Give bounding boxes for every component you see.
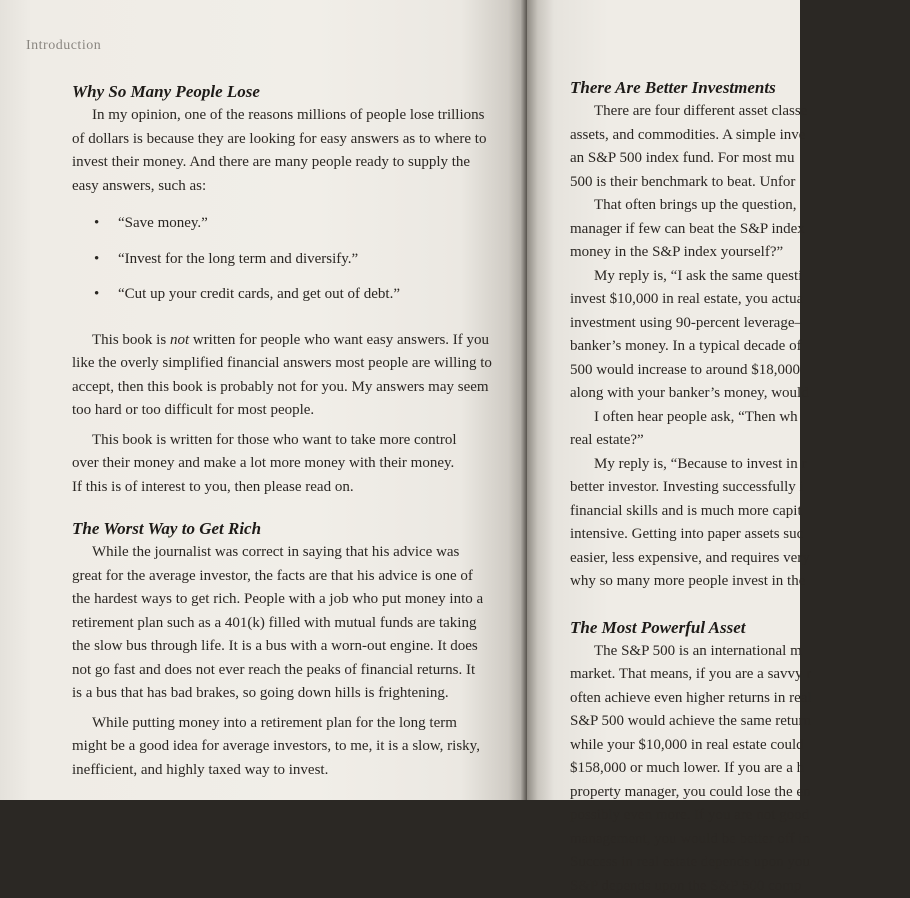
text-line: There are four different asset classe [570, 100, 910, 124]
bullet-item [0, 283, 524, 307]
text-line: invest their money. And there are many people ready to supply the [0, 151, 524, 175]
bullet-text: “Save money.” [118, 215, 208, 231]
emphasis-not: not [170, 332, 189, 348]
text-line: real estate?” [570, 429, 910, 453]
text-line: financial skills and is much more capit [570, 500, 910, 524]
text-line: easy answers, such as: [0, 175, 524, 199]
text-line: better investor. Investing successfully i [570, 476, 910, 500]
text-line: The S&P 500 is an international m [570, 640, 910, 664]
bullet-text: “Cut up your credit cards, and get out of debt.” [118, 286, 400, 302]
paragraph [570, 194, 910, 265]
text-line: money in the S&P index yourself?” [570, 241, 910, 265]
text-line: While the journalist was correct in saying that his advice was [0, 541, 524, 565]
section-heading-worst-way-to-get-rich: The Worst Way to Get Rich [0, 517, 524, 541]
paragraph [570, 640, 910, 898]
left-page-body [0, 80, 524, 782]
text-line: not go fast and does not ever reach the peaks of financial returns. It [0, 659, 524, 683]
paragraph [570, 453, 910, 594]
bullet-list [0, 212, 524, 307]
paragraph [570, 265, 910, 406]
text-line: Success in real estate depends upon you [570, 851, 910, 875]
text-line: often achieve even higher returns in real [570, 687, 910, 711]
text-line: an S&P 500 index fund. For most mu [570, 147, 910, 171]
bullet-icon: • [94, 248, 99, 272]
text-line: along with your banker’s money, would [570, 382, 910, 406]
text-line: inefficient, and highly taxed way to invest. [0, 759, 524, 783]
text-line: S&P 500 would achieve the same return [570, 710, 910, 734]
text-line: While putting money into a retirement plan for the long term [0, 712, 524, 736]
paragraph [570, 100, 910, 194]
text-line: My reply is, “I ask the same questi [570, 265, 910, 289]
text-line: In my opinion, one of the reasons millions of people lose trillions [0, 104, 524, 128]
text-line: is a bus that has bad brakes, so going down hills is frightening. [0, 682, 524, 706]
text-line: over their money and make a lot more money with their money. [0, 452, 524, 476]
text-line: the slow bus through life. It is a bus with a worn-out engine. It does [0, 635, 524, 659]
text-line: banker’s money. In a typical decade of [570, 335, 910, 359]
text-line: assets, and commodities. A simple inve [570, 124, 910, 148]
text-line: manager if few can beat the S&P index [570, 218, 910, 242]
section-heading-most-powerful-asset: The Most Powerful Asset [570, 616, 910, 640]
text-line: invest $10,000 in real estate, you actua [570, 288, 910, 312]
paragraph [0, 429, 524, 500]
section-heading-better-investments: There Are Better Investments [570, 76, 910, 100]
text-line: If this is of interest to you, then please read on. [0, 476, 524, 500]
text-line: while your $10,000 in real estate could [570, 734, 910, 758]
bullet-icon: • [94, 212, 99, 236]
bullet-item [0, 248, 524, 272]
text-line: investment using 90-percent leverage– [570, 312, 910, 336]
running-head: Introduction [26, 38, 101, 54]
section-heading-why-so-many-people-lose: Why So Many People Lose [0, 80, 524, 104]
text-line: My reply is, “Because to invest in r [570, 453, 910, 477]
text-line: easier, less expensive, and requires very [570, 547, 910, 571]
text-line: This book is written for those who want to take more control [0, 429, 524, 453]
paragraph [570, 406, 910, 453]
paragraph [0, 104, 524, 198]
text-line: of dollars is because they are looking for easy answers as to where to [0, 128, 524, 152]
bullet-item [0, 212, 524, 236]
text-line: why so many more people invest in the [570, 570, 910, 594]
text-line: $158,000 or much lower. If you are a h [570, 757, 910, 781]
bullet-icon: • [94, 283, 99, 307]
text-line: I often hear people ask, “Then wh [570, 406, 910, 430]
paragraph [0, 712, 524, 783]
bullet-text: “Invest for the long term and diversify.” [118, 251, 358, 267]
text-line: 500 would increase to around $18,000 [570, 359, 910, 383]
text-line: possibly even more. If you are not good [570, 804, 910, 828]
right-page-body [570, 76, 910, 898]
text-line: retirement plan such as a 401(k) filled with mutual funds are taking [0, 612, 524, 636]
text-line: S&P depends upon the S&P 500 comp [570, 875, 910, 898]
text-line: like the overly simplified financial answers most people are willing to [0, 352, 524, 376]
paragraph [0, 329, 524, 423]
text-line: might be a good idea for average investors, to me, it is a slow, risky, [0, 735, 524, 759]
text-line: management, you would be better off in [570, 828, 910, 852]
text-line: the hardest ways to get rich. People with a job who put money into a [0, 588, 524, 612]
text-line: great for the average investor, the facts are that his advice is one of [0, 565, 524, 589]
text-line: 500 is their benchmark to beat. Unfor [570, 171, 910, 195]
text-line: too hard or too difficult for most people. [0, 399, 524, 423]
text-line: This book is not written for people who want easy answers. If you [0, 329, 524, 353]
text-line: That often brings up the question, [570, 194, 910, 218]
paragraph [0, 541, 524, 706]
text-line: accept, then this book is probably not for you. My answers may seem [0, 376, 524, 400]
text-line: property manager, you could lose the en [570, 781, 910, 805]
text-line: market. That means, if you are a savvy r [570, 663, 910, 687]
text-line: intensive. Getting into paper assets suc [570, 523, 910, 547]
